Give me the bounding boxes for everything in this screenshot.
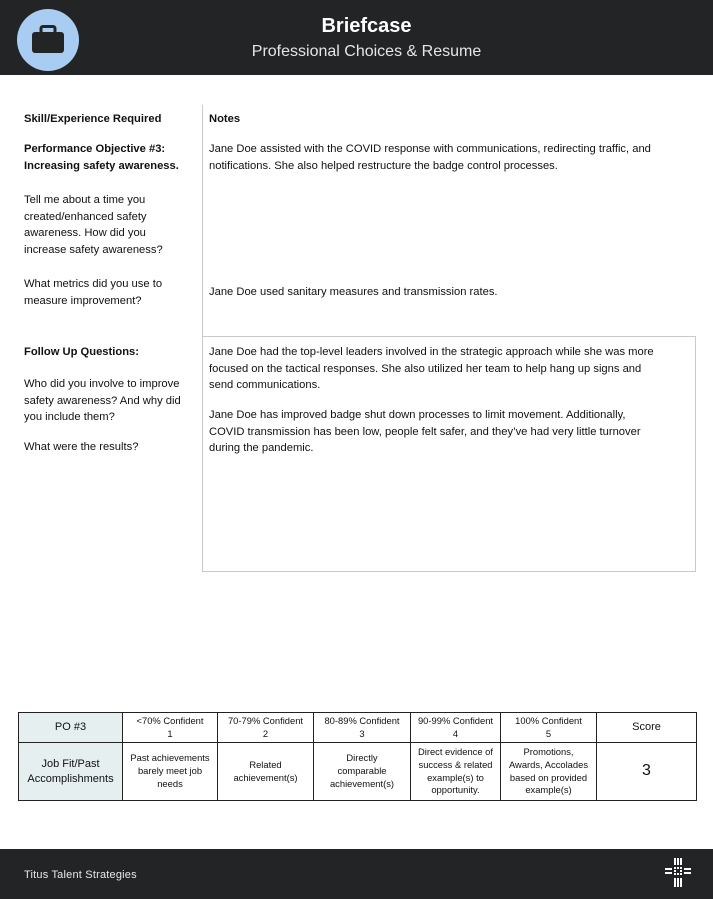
level-2-description: Related achievement(s) <box>218 743 314 801</box>
follow-up-question-2: What were the results? <box>24 441 139 453</box>
notes-right-border <box>695 336 696 572</box>
company-name: Titus Talent Strategies <box>24 869 137 881</box>
page-title: Briefcase <box>321 15 412 37</box>
objective-note-2: Jane Doe used sanitary measures and transmission rates. <box>209 286 498 298</box>
level-4-header: 90-99% Confident 4 <box>411 713 501 743</box>
follow-up-note-1: Jane Doe had the top-level leaders involved in the strategic approach while she was more focused on the tactical responses. She also utilized her team to help hang up signs and send communications. <box>209 346 654 391</box>
skill-column-header: Skill/Experience Required <box>24 113 162 125</box>
follow-up-question-1: Who did you involve to improve safety awareness? And why did you include them? <box>24 378 181 423</box>
level-1-header: <70% Confident 1 <box>123 713 218 743</box>
objective-question-2: What metrics did you use to measure improvement? <box>24 278 163 307</box>
page-subtitle: Professional Choices & Resume <box>251 43 482 60</box>
level-5-header: 100% Confident 5 <box>501 713 597 743</box>
follow-up-title: Follow Up Questions: <box>24 346 139 358</box>
section-divider <box>202 336 696 337</box>
score-value-cell: 3 <box>597 743 697 801</box>
score-header-row <box>19 713 697 743</box>
column-divider <box>202 105 203 572</box>
notes-bottom-border <box>202 571 696 572</box>
page-header <box>0 0 713 75</box>
score-criteria-row <box>19 743 697 801</box>
level-4-description: Direct evidence of success & related example(s) to opportunity. <box>411 743 501 801</box>
level-2-header: 70-79% Confident 2 <box>218 713 314 743</box>
level-1-description: Past achievements barely meet job needs <box>123 743 218 801</box>
follow-up-note-2: Jane Doe has improved badge shut down processes to limit movement. Additionally, COVID transmission has been low, people felt safer, and they’ve had very little turnover during the pandemic. <box>209 409 641 454</box>
page-footer <box>0 849 713 899</box>
objective-note-1: Jane Doe assisted with the COVID response with communications, redirecting traffic, and notifications. She also helped restructure the badge control processes. <box>209 143 651 172</box>
level-3-header: 80-89% Confident 3 <box>314 713 411 743</box>
po-label-cell: PO #3 <box>19 713 123 743</box>
notes-column-header: Notes <box>209 113 241 125</box>
score-header-cell: Score <box>597 713 697 743</box>
level-3-description: Directly comparable achievement(s) <box>314 743 411 801</box>
titus-grid-logo-icon <box>665 857 691 891</box>
level-5-description: Promotions, Awards, Accolades based on provided example(s) <box>501 743 597 801</box>
score-table <box>18 712 697 801</box>
objective-title: Performance Objective #3: Increasing safety awareness. <box>24 143 179 172</box>
objective-question-1: Tell me about a time you created/enhanced safety awareness. How did you increase safety awareness? <box>24 194 163 256</box>
row-label-cell: Job Fit/Past Accomplishments <box>19 743 123 801</box>
